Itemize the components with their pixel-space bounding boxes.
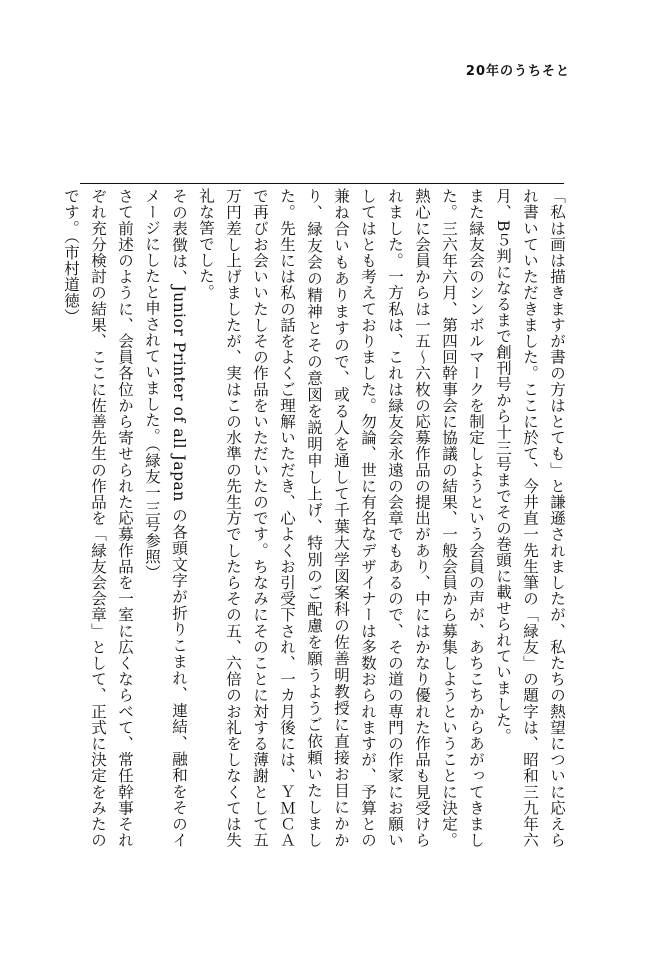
paragraph-4: さて前述のように、会員各位から寄せられた応募作品を一室に広くならべて、常任幹事それぞれ充分検討の結果、ここに佐善先生の作品を「緑友会会章」として、正式に決定をみたのです。（市村道徳） [62,188,134,848]
paragraph-2: また緑友会のシンボルマークを制定しようという会員の声が、あちこちからあがってきました。三六年六月、第四回幹事会に協議の結果、一般会員から募集しようということに決定。熱心に会員からは一五～六枚の応募作品の提出があり、中にはかなり優れた作品も見受けられました。一方私は、これは緑友会永遠の会章でもあるので、その道の専門の作家にお願いしてはとも考えておりました。勿論、世に有名なデザイナーは多数おられますが、予算との兼ね合いもありますので、或る人を通して千葉大学図案科の佐善明教授に直接お目にかかり、緑友会の精神とその意図を説明申し上げ、特別のご配慮を願うようご依頼いたしました。先生には私の話をよくご理解いただき、心よくお引受下され、一カ月後には、ＹＭＣＡで再びお会いいたしその作品をいただいたのです。ちなみにそのことに対する薄謝として五万円差し上げましたが、実はこの水準の先生方でしたらその五、六倍のお礼をしなくては失礼な筈でした。 [197,188,485,848]
paragraph-3: その表徴は、Junior Printer of all Japan の各頭文字が折りこまれ、連結、融和をそのイメージにしたと申されていました。（緑友一三号参照） [143,188,188,848]
running-head: 20年のうちそと [465,64,570,79]
paragraph-1: 「私は画は描きますが書の方はとても」と謙遜されましたが、私たちの熱望についに応えられ書いていただきました。ここに於て、今井直一先生筆の「緑友」の題字は、昭和三九年六月、B５判になるまで創刊号から十三号までその巻頭に載せられていました。 [494,188,566,848]
body-text [62,188,570,848]
header-rule [80,183,564,184]
